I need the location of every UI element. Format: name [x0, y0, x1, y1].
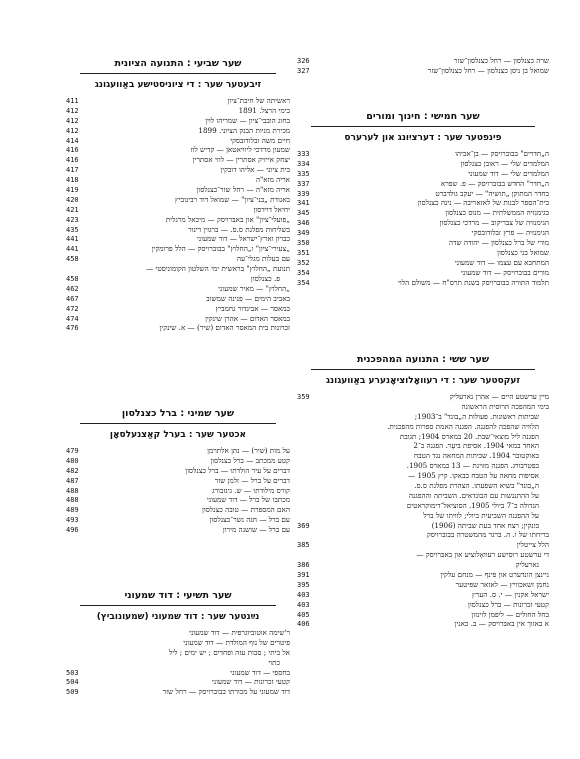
entry-page: 354 [297, 268, 310, 277]
toc-entry [66, 515, 290, 525]
entry-text: בּונקין; רצח אחד בעת שביתה (1906) [431, 520, 539, 530]
entry-page: 414 [66, 136, 79, 145]
entry-text: ה„חדר" החדש בבוברויסק — פ. שפרא [440, 178, 549, 188]
entry-page: 489 [66, 506, 79, 515]
entry-page: 419 [66, 186, 79, 195]
entry-page: 474 [66, 314, 79, 323]
entry-text: האם המספרת — טובה כצנלסון [202, 505, 290, 515]
entry-text: עם בעלות מגלי־עה [236, 254, 290, 264]
entry-page: 488 [66, 496, 79, 505]
toc-entry [66, 205, 290, 215]
toc-entry [66, 648, 290, 658]
entry-text: באביב הימים — פנינה שמשוב [206, 293, 290, 303]
section-title: שער שמיני : ברל כצנלסון [80, 408, 276, 424]
toc-entry [297, 560, 549, 570]
toc-entry [66, 677, 290, 687]
entry-page: 341 [297, 199, 310, 208]
toc-entry [297, 501, 549, 511]
toc-entry [297, 179, 549, 189]
section7 [66, 58, 290, 333]
entry-page: 458 [66, 275, 79, 284]
entry-page: 441 [66, 235, 79, 244]
entry-page: 346 [297, 219, 310, 228]
toc-entry [66, 175, 290, 185]
entry-text: תלמוד התורה בבוברויסק בשנת תרס"ח — משולם הלוי [397, 277, 549, 287]
toc-entry [297, 268, 549, 278]
entry-text: שמואל בני כצנלסון [497, 247, 549, 257]
toc-entry [66, 486, 290, 496]
toc-entry [297, 511, 549, 521]
toc-entry [66, 155, 290, 165]
entry-text: בחדר המתוקן „תושיה" — יעקב גולדברט [435, 188, 549, 198]
entry-text: בימי הרצל. 1891 [238, 105, 290, 115]
entry-text: ה„חדרים" בבוברויסק — בן־אביהו [455, 149, 549, 158]
entry-text: מורים בבוברויסק — דוד שמעוני [461, 267, 549, 277]
section5 [297, 111, 549, 287]
right-column [297, 56, 549, 76]
toc-entry [297, 422, 549, 432]
entry-text: המלמדים שלי — דוד שמעוני [468, 168, 549, 178]
entry-page: 441 [66, 245, 79, 254]
entry-text: ה„בונד" בשיא השפעתו. הצהרת מפלגת ס.ס. [414, 481, 539, 491]
entry-text: בחל החולים — ליפמן לוינזון [471, 609, 549, 619]
entry-page: 503 [66, 668, 79, 677]
entry-page: 493 [66, 516, 79, 525]
entry-text: מורי של ברל כצנלסון — יהודה שדה [448, 238, 549, 248]
toc-entry [66, 505, 290, 515]
entry-page: 350 [297, 239, 310, 248]
entry-text: ניינצן הונדערט און פינף — מנחם עלקין [440, 570, 549, 580]
entry-text: בריחתו של ו. ה. ברגר מהמשטרה בבוברויסק [426, 530, 549, 540]
entry-page: 472 [66, 304, 79, 313]
entry-text: די ערשטע רוסישע רעוואָלוציע און באבּרויסק — [416, 550, 549, 560]
toc-entry [66, 215, 290, 225]
section-subtitle: זיבעטער שער : די ציוניסטישע באַוועגונג [94, 80, 262, 90]
entry-page: 488 [66, 486, 79, 495]
toc-entry [66, 244, 290, 254]
entry-page: 359 [297, 393, 310, 401]
entry-text: עם ברל — חנה נשר־כצנלסון [209, 515, 290, 525]
entry-text: הלוויה שהפכה להפגנה. הפגנה האמת ספרות מהפכנית. [387, 421, 539, 431]
entry-page: 335 [297, 169, 310, 178]
entry-text: בחוג הובבי־ציון — שמריהו לוין [205, 115, 290, 125]
section-entries [66, 96, 290, 333]
entry-page: 412 [66, 106, 79, 115]
entry-text: בחספי — דוד שמעוני [230, 667, 290, 677]
entry-text: הגימנזיה — פרץ זבלודובסקי [471, 228, 549, 238]
entry-text: בגימנזיה הממשלתית — מנוס כצנלסון [445, 208, 549, 218]
toc-entry [297, 600, 549, 610]
entry-text: בימי המהפכה הרוסית הראשונה [461, 401, 549, 411]
entry-page: 395 [297, 580, 310, 589]
toc-entry [297, 238, 549, 248]
toc-entry [297, 258, 549, 268]
section-title: שער שביעי : התנועה הציונית [80, 58, 276, 74]
toc-entry [297, 481, 549, 491]
entry-text: על ההתנגשות עם הבונדאים. השביתה וההפגנה [408, 490, 539, 500]
entry-text: הפגנה ליל מוצאי־שבת. 20 במארס 1904; תגובת [399, 431, 539, 441]
toc-entry [297, 66, 549, 76]
entry-text: יחיאל דוידסון [253, 204, 290, 214]
entry-page: 351 [297, 248, 310, 257]
entry-page: 405 [297, 610, 310, 619]
toc-entry [66, 106, 290, 116]
entry-text: שמעון מרדכי ליוויאטאן — קדיש לוז [190, 145, 290, 155]
toc-entry [297, 169, 549, 179]
entry-page: 418 [66, 176, 79, 185]
entry-text: הלל צייטלין [516, 540, 549, 550]
entry-text: באגודת „בני־ציון" — שמואל דוד רבינוביץ [175, 194, 290, 204]
entry-text: תנועת „החלוץ" בראשית ימי השלטון הקומוניסטי — [145, 264, 290, 274]
entry-page: 462 [66, 284, 79, 293]
toc-entry [66, 264, 290, 274]
entry-text: אריה מזא"ה — רחל שזר־כצנלסון [196, 185, 290, 195]
section-entries [66, 446, 290, 535]
toc-entry [66, 304, 290, 314]
toc-entry [297, 198, 549, 208]
section-title: שער תשיעי : דוד שמעוני [80, 590, 276, 606]
toc-entry [66, 136, 290, 146]
section-title: שער ששי : התנועה המהפכנית [311, 354, 535, 370]
section-subtitle: נײַנטער שער : דוד שמעוני (שמעונוביץ) [96, 612, 260, 622]
entry-text: מכתבו של ברל — דוד שמעוני [206, 495, 290, 505]
entry-page: 412 [66, 126, 79, 135]
toc-entry [297, 461, 549, 471]
section6 [297, 354, 549, 629]
toc-entry [297, 56, 549, 66]
entry-text: המתחבא עם עצמו — דוד שמעוני [454, 257, 549, 267]
toc-entry [297, 491, 549, 501]
entry-text: בית־הספר לבנות של לאזאריבה — נינה כצנלסון [417, 198, 549, 208]
entry-text: בשליחות מפלגת ס.ס. — ברגזין דינור [188, 224, 290, 234]
toc-entry [66, 116, 290, 126]
entry-page: 352 [297, 258, 310, 267]
entry-text: בפטרבורג. הפגנה מזוינת — 13 במארס 1905. [406, 461, 539, 471]
entry-page: 504 [66, 678, 79, 687]
entry-text: „פועלי־ציון" און באבּרויסק — מיכאל מרגלית [165, 214, 290, 224]
entry-page: 416 [66, 146, 79, 155]
toc-entry [297, 550, 549, 560]
entry-text: במאסר האדום — אהרן שינקין [205, 313, 290, 323]
entry-text: נחמן זשאכוויץ — לאזאר שפּיטער [455, 579, 549, 589]
entry-text: שמואל בן ניסן כצנלסון — רחל כצנלסון־שזר [427, 65, 549, 75]
toc-entry [66, 466, 290, 476]
entry-page: 476 [66, 324, 79, 333]
entry-text: המלמדים שלי — ראובן כצנלסון [460, 158, 549, 168]
entry-text: שביתות ראשונות. פעולות ה„בונד" ב־1903; [414, 411, 539, 421]
toc-entry [66, 456, 290, 466]
toc-entry [297, 441, 549, 451]
toc-entry [66, 658, 290, 668]
toc-entry [297, 392, 549, 402]
entry-text: עם ברל — שושנה מירון [222, 525, 290, 535]
entry-text: פיטרים של נוף המולדת — דוד שמעוני [183, 637, 290, 647]
entry-text: על מות (שיר) — נתן אלתרמן [207, 446, 290, 455]
entry-text: דוד שמעוני על מכורתו בבוברויסק — רחל שזר [162, 687, 290, 697]
entry-page: 479 [66, 447, 79, 455]
entry-page: 421 [66, 205, 79, 214]
toc-entry [66, 126, 290, 136]
toc-entry [66, 446, 290, 456]
entry-text: דברים על עיר הולדתו — ברל כצנלסון [185, 465, 290, 475]
toc-entry [297, 248, 549, 258]
toc-entry [297, 149, 549, 159]
entry-text: מכירת מניות הבנק הציוני. 1899 [198, 125, 290, 135]
toc-entry [297, 278, 549, 288]
entry-text: קטעי זכרונות — דוד שמעוני [211, 677, 290, 687]
entry-page: 333 [297, 150, 310, 158]
toc-entry [66, 495, 290, 505]
entry-text: פ. כצנלסון [250, 274, 280, 284]
entry-text: ר'שימה אוטוביוגרפית — דוד שמעוני [189, 628, 290, 637]
section-subtitle: זעקסטער שער : די רעוואָלוציאָנערע באַוועגונג [326, 376, 520, 386]
entry-page: 482 [66, 466, 79, 475]
toc-entry [297, 471, 549, 481]
entry-text: דברים על ברל — זלמן שזר [214, 475, 290, 485]
toc-entry [66, 476, 290, 486]
toc-entry [297, 580, 549, 590]
toc-entry [297, 619, 549, 629]
toc-entry [297, 610, 549, 620]
entry-text: האחד במאי 1904. אסיפת בּיעָר. הפגנה ב־2 [413, 441, 539, 451]
toc-entry [66, 274, 290, 284]
entry-text: א באזוך אין באבּרויסק — ב. כאנין [454, 619, 549, 629]
toc-entry [66, 165, 290, 175]
entry-page: 416 [66, 156, 79, 165]
toc-entry [297, 228, 549, 238]
toc-entry [297, 540, 549, 550]
toc-entry [297, 590, 549, 600]
toc-entry [66, 628, 290, 638]
toc-entry [297, 218, 549, 228]
entry-page: 411 [66, 97, 79, 105]
entry-page: 403 [297, 600, 310, 609]
entry-page: 496 [66, 526, 79, 535]
section-entries [297, 149, 549, 287]
entry-page: 480 [66, 456, 79, 465]
section-entries [66, 628, 290, 697]
toc-entry [297, 451, 549, 461]
entry-page: 327 [297, 66, 310, 75]
entry-text: הגימנזיה של צבריקוב — מרדכי כצנלסון [439, 218, 549, 228]
toc-entry [66, 254, 290, 264]
toc-entry [66, 185, 290, 195]
entry-text: קורס מילודתו — ש. גינזבורג [212, 485, 290, 495]
entry-text: שרה כצנלסון — רחל כצנלסון־שזר [453, 56, 549, 65]
entry-text: אסיפות מחאה על הטבח בבאקו. קיץ 1905 — [407, 471, 539, 481]
entry-text: „החלוץ" — מאיר שמעוני [218, 283, 290, 293]
entry-page: 458 [66, 255, 79, 264]
toc-entry [66, 225, 290, 235]
top-entries [297, 56, 549, 76]
entry-page: 412 [66, 116, 79, 125]
entry-text: זכרונות בית המאסר האדום (שיר) — א. שינקין [159, 323, 290, 333]
entry-page: 354 [297, 278, 310, 287]
toc-entry [66, 96, 290, 106]
section8 [66, 408, 290, 535]
toc-entry [297, 189, 549, 199]
toc-entry [66, 195, 290, 205]
section-subtitle: פינפטער שער : דערציִונג און לערערס [344, 133, 502, 143]
entry-text: במאסר — אביגדור גחמביץ [215, 303, 290, 313]
entry-text: כברון וארץ־ישראל — דוד שמעוני [196, 234, 290, 244]
toc-entry [66, 314, 290, 324]
entry-page: 386 [297, 561, 310, 570]
entry-text: מיין ערשטע היים — אהרן נארעליק [449, 392, 549, 401]
entry-text: קטע ממכתב — ברל כצנלסון [210, 455, 290, 465]
section-subtitle: אכטער שער : בערל קאַצנעלסאָן [109, 430, 247, 440]
toc-entry [66, 234, 290, 244]
entry-page: 417 [66, 166, 79, 175]
toc-entry [297, 208, 549, 218]
toc-entry [297, 159, 549, 169]
toc-entry [297, 530, 549, 540]
entry-text: „צעירי־ציון" ו„החלוץ" בבוברויסק — הלל פרומקין [151, 244, 290, 254]
toc-entry [66, 294, 290, 304]
entry-page: 339 [297, 189, 310, 198]
entry-page: 487 [66, 476, 79, 485]
entry-text: הגדולה ב־7 ביולי 1905. הסוציאל־דימוקראטים [406, 500, 539, 510]
section-title: שער חמישי : חינוך ומורים [311, 111, 535, 127]
entry-text: בית ציוני — אליהו דובקין [220, 165, 290, 175]
entry-page: 403 [297, 590, 310, 599]
entry-page: 369 [297, 521, 310, 530]
entry-text: באוקטובר 1904. שביתות המחאה נגד הטבח [413, 451, 539, 461]
toc-entry [66, 687, 290, 697]
toc-entry [66, 668, 290, 678]
entry-text: ישראל אקנין — י. ס. הערץ [471, 589, 549, 599]
entry-page: 349 [297, 229, 310, 238]
toc-entry [66, 323, 290, 333]
entry-text: חיים משה זבלודובסקי [230, 135, 290, 145]
entry-page: 345 [297, 209, 310, 218]
toc-entry [66, 638, 290, 648]
entry-text: כתוי [268, 657, 280, 667]
entry-page: 337 [297, 179, 310, 188]
entry-page: 467 [66, 294, 79, 303]
entry-text: ראשיתה של חיבת־ציון [227, 96, 290, 105]
entry-page: 334 [297, 159, 310, 168]
entry-page: 423 [66, 215, 79, 224]
toc-entry [66, 145, 290, 155]
entry-text: יצחק אייזיק אסתרין — לוזי אסתרין [192, 155, 290, 165]
entry-text: קטעי זכרונות — ברל כצנלסון [467, 599, 549, 609]
toc-entry [297, 570, 549, 580]
entry-page: 326 [297, 57, 310, 65]
toc-entry [66, 284, 290, 294]
entry-page: 385 [297, 541, 310, 550]
toc-entry [66, 525, 290, 535]
section9 [66, 590, 290, 697]
toc-entry [297, 521, 549, 531]
toc-entry [297, 432, 549, 442]
entry-text: אריה מזא"ה [255, 175, 290, 185]
entry-page: 420 [66, 195, 79, 204]
entry-text: נארעליק [515, 560, 539, 570]
toc-entry [297, 412, 549, 422]
entry-text: על ההפגנה השביעית ביולי; לוויתו של ברל [423, 510, 539, 520]
entry-page: 435 [66, 225, 79, 234]
entry-page: 406 [297, 620, 310, 629]
section-entries [297, 392, 549, 629]
entry-page: 509 [66, 688, 79, 697]
entry-text: אל ביתי ; סבות עזה ופחדים ; יש ימים ; ליל [168, 647, 290, 657]
entry-page: 391 [297, 571, 310, 580]
toc-entry [297, 402, 549, 412]
